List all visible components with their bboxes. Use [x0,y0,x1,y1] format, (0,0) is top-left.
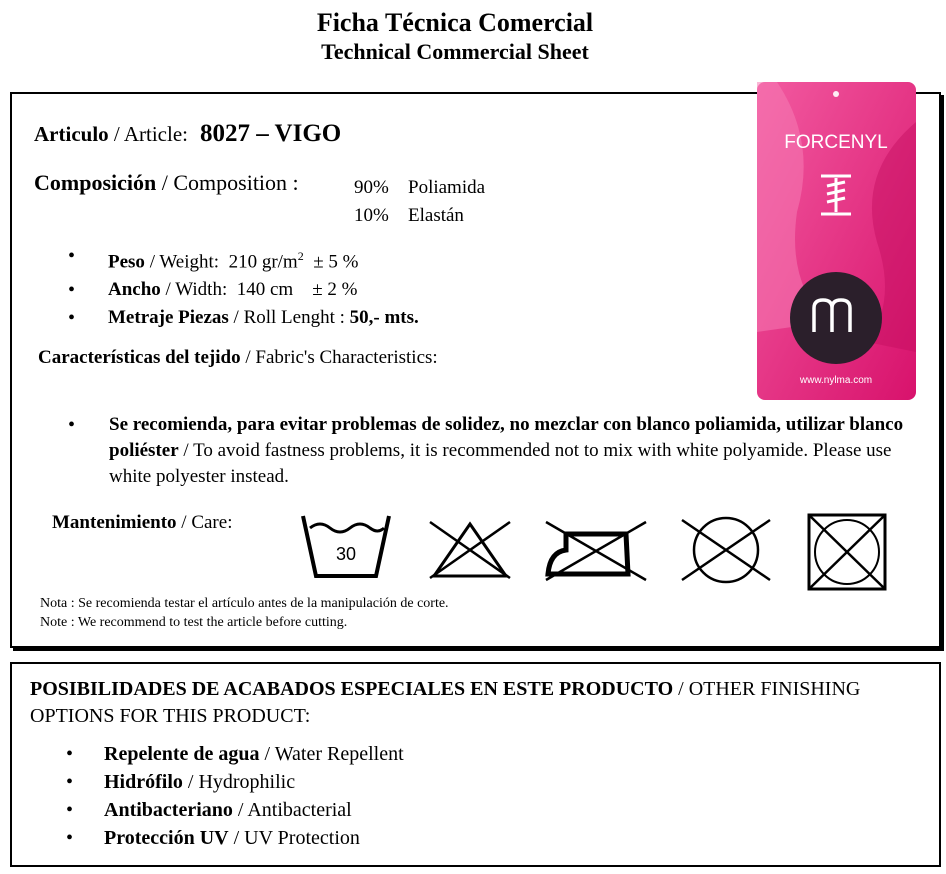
no-tumble-dry-icon [680,514,772,586]
page-subtitle: Technical Commercial Sheet [321,39,589,64]
composition-item: 90% Poliamida [354,177,486,198]
list-item: • Protección UV / UV Protection [66,824,404,852]
tag-brand: FORCENYL [784,132,888,153]
composition-label-es: Composición [34,170,157,195]
bullet-icon: • [66,771,74,793]
list-item: • Antibacteriano / Antibacterial [66,796,404,824]
wash-30-icon [300,512,392,580]
recommendation: • Se recomienda, para evitar problemas de solidez, no mezclar con blanco poliamida, utilizar blanco poliéster / To avoid fastness problems, it is recommended not to mix with white polyamide. Please use white polyester instead. [68,414,904,487]
list-item: • Hidrófilo / Hydrophilic [66,768,404,796]
composition-list [354,174,485,230]
brand-tag [757,82,916,400]
note-es: Nota : Se recomienda testar el artículo antes de la manipulación de corte. [40,596,449,611]
bullet-icon: • [68,414,76,436]
article-label-en: / Article: [108,122,188,146]
main-spec-box [10,92,941,648]
article-code: 8027 – VIGO [199,120,342,147]
characteristics-title: Características del tejido / Fabric's Characteristics: [38,347,438,368]
bullet-icon: • [68,307,76,330]
no-dry-clean-icon [806,512,888,592]
article-label-es: Articulo [34,122,109,146]
page-title: Ficha Técnica Comercial [316,8,594,37]
no-bleach-icon [428,520,512,580]
spec-weight: • Peso / Weight: 210 $gr/m^2 \pm 5$ % [68,242,419,276]
care-title: Mantenimiento / Care: [52,512,233,533]
finishing-box [10,662,941,867]
spec-width: • Ancho / Width: 140 cm ± 2 % [68,276,419,304]
list-item: • Repelente de agua / Water Repellent [66,740,404,768]
no-iron-icon [544,520,648,582]
header [0,8,910,66]
composition-item: 10% Elastán [354,205,464,226]
bullet-icon: • [68,245,76,267]
spec-list [68,242,419,332]
bullet-icon: • [66,743,74,765]
spec-roll: • Metraje Piezas / Roll Lenght : 50,- mts. [68,304,419,332]
composition-label [34,170,299,196]
tag-url: www.nylma.com [799,375,873,386]
notes [40,594,449,632]
composition-label-en: / Composition : [156,170,299,195]
bullet-icon: • [68,279,76,302]
finishing-title: POSIBILIDADES DE ACABADOS ESPECIALES EN ESTE PRODUCTO / OTHER FINISHING OPTIONS FOR THIS PRODUCT: [30,678,861,727]
article-line [34,120,341,148]
bullet-icon: • [66,799,74,821]
wash-temp: 30 [335,544,357,564]
note-en: Note : We recommend to test the article before cutting. [40,615,348,630]
bullet-icon: • [66,827,74,849]
finishing-list [66,740,404,852]
